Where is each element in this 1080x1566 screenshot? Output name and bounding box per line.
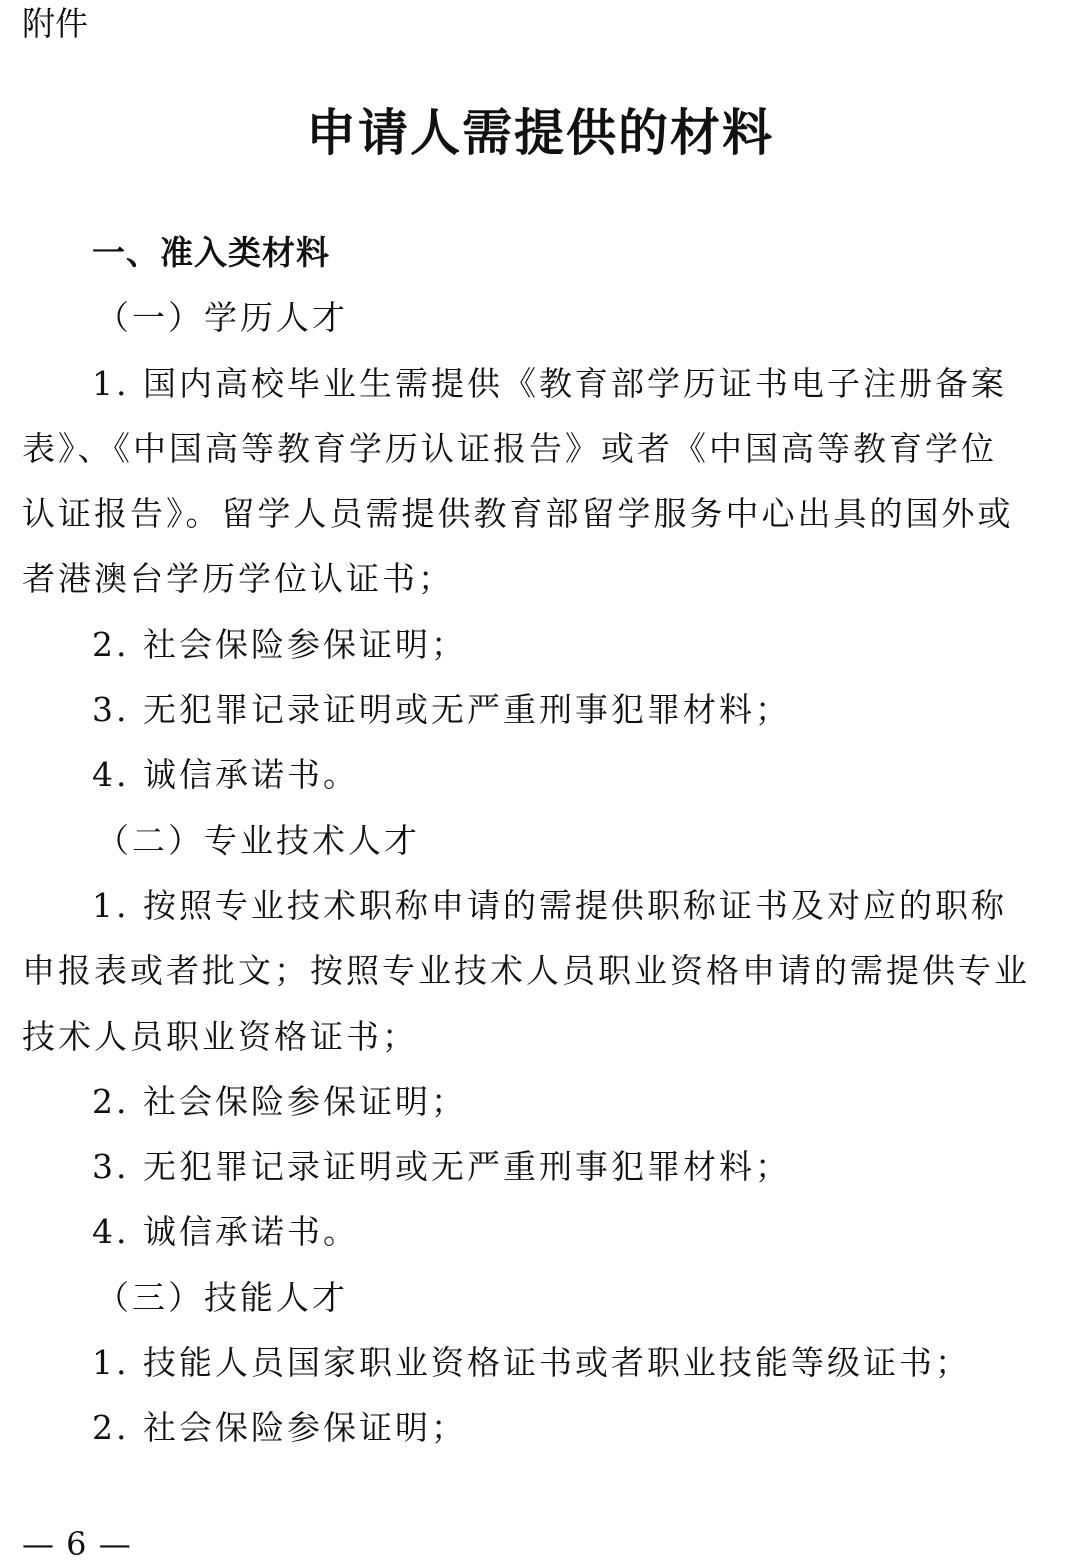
subsection-heading-academic-talent: （一）学历人才 <box>96 298 348 338</box>
paragraph-line: 1. 按照专业技术职称申请的需提供职称证书及对应的职称 <box>92 885 1007 925</box>
paragraph-line: 技术人员职业资格证书； <box>22 1016 418 1056</box>
paragraph-line: 表》、《中国高等教育学历认证报告》或者《中国高等教育学位 <box>22 428 997 468</box>
list-item: 2. 社会保险参保证明； <box>92 1081 467 1121</box>
section-heading-admission-materials: 一、准入类材料 <box>92 233 330 272</box>
list-item: 4. 诚信承诺书。 <box>92 755 359 795</box>
list-item: 3. 无犯罪记录证明或无严重刑事犯罪材料； <box>92 690 791 730</box>
page-number: — 6 — <box>22 1525 132 1563</box>
attachment-label: 附件 <box>22 4 88 43</box>
paragraph-line: 申报表或者批文；按照专业技术人员职业资格申请的需提供专业 <box>22 951 1030 991</box>
list-item: 1. 技能人员国家职业资格证书或者职业技能等级证书； <box>92 1343 971 1383</box>
list-item: 2. 社会保险参保证明； <box>92 1408 467 1448</box>
paragraph-line: 者港澳台学历学位认证书； <box>22 559 454 599</box>
document-title: 申请人需提供的材料 <box>306 104 774 162</box>
list-item: 4. 诚信承诺书。 <box>92 1212 359 1252</box>
list-item: 3. 无犯罪记录证明或无严重刑事犯罪材料； <box>92 1147 791 1187</box>
list-item: 2. 社会保险参保证明； <box>92 624 467 664</box>
paragraph-line: 1. 国内高校毕业生需提供《教育部学历证书电子注册备案 <box>92 363 1007 403</box>
paragraph-line: 认证报告》。留学人员需提供教育部留学服务中心出具的国外或 <box>22 494 1014 534</box>
subsection-heading-skilled-talent: （三）技能人才 <box>96 1277 348 1317</box>
subsection-heading-professional-talent: （二）专业技术人才 <box>96 820 420 860</box>
document-body <box>22 220 1052 1461</box>
